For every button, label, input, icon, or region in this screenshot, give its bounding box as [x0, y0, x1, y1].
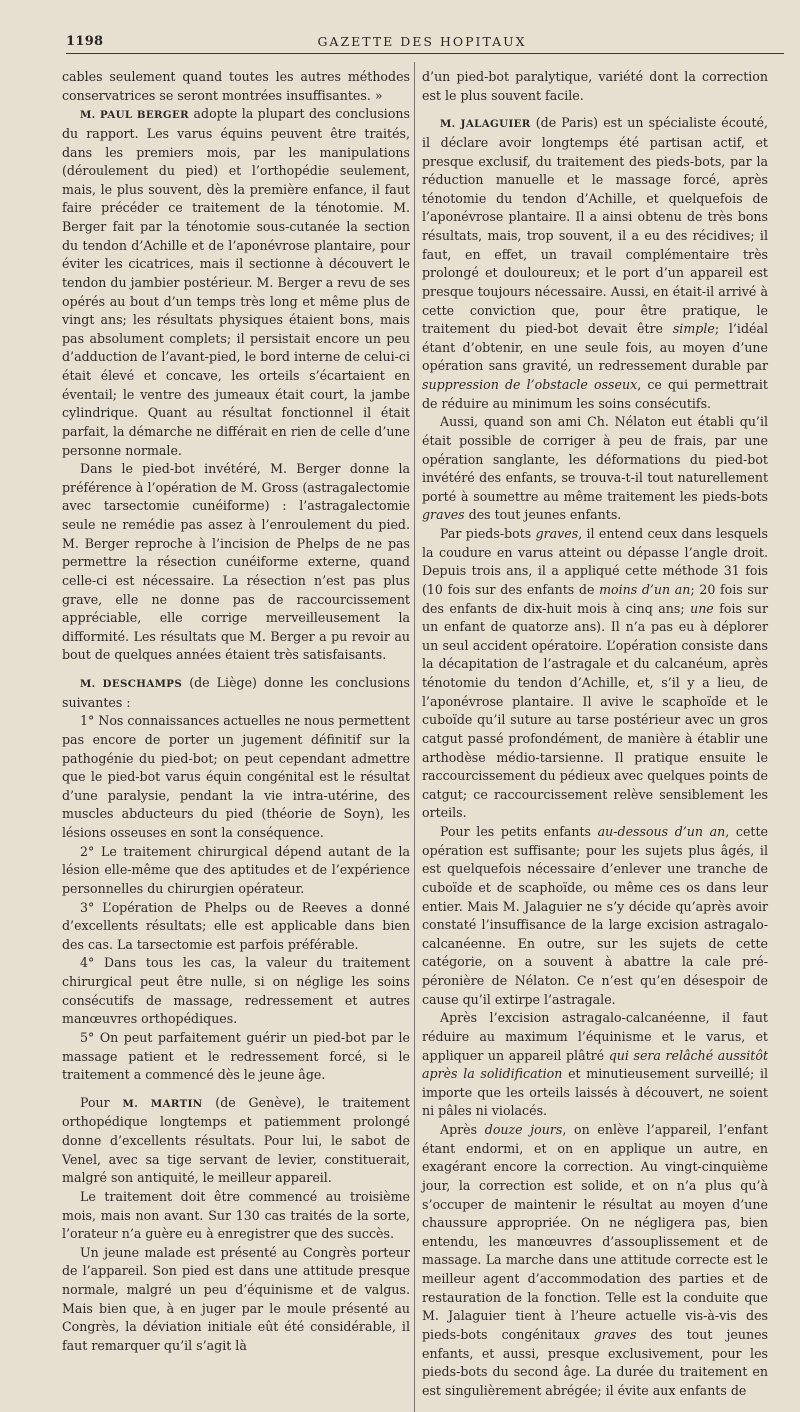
paragraph [62, 68, 410, 105]
emphasis-text: graves [535, 526, 579, 541]
speaker-name: M. JALAGUIER [440, 118, 531, 131]
body-text: Après l’excision astragalo-calcanéenne, il faut réduire au maximum l’équinisme et le varus, et appliquer un appareil plâtré [422, 1010, 768, 1063]
paragraph [422, 1121, 768, 1400]
body-text: Un jeune malade est présenté au Congrès porteur de l’appareil. Son pied est dans une attitude presque normale, malgré un peu d’équinisme et de valgus. Mais bien que, à en juger par le moule présenté au Congrès, la déviation initiale eût été considérable, il faut remarquer qu’il s’agit là [62, 1244, 410, 1353]
emphasis-text: une [690, 600, 714, 616]
paragraph [62, 105, 410, 460]
paragraph [422, 1009, 768, 1121]
emphasis-text: graves [593, 1326, 637, 1342]
body-text: Aussi, quand son ami Ch. Nélaton eut établi qu’il était possible de corriger à peu de frais, par une opération sanglante, les déformations du pied-bot invétéré des enfants, se trouva-t-il tout naturellement porté à soumettre au même traitement les pieds-bots [422, 414, 768, 504]
body-text: ; l’idéal étant d’obtenir, en une seule fois, au moyen d’une opération sans gravité, un redressement durable par [422, 321, 768, 374]
body-text: Dans le pied-bot invétéré, M. Berger donne la préférence à l’opération de M. Gross (astragalectomie avec tarsectomie cunéiforme) : l’astragalectomie seule ne remédie pas assez à l’enroulement du pied. M. Berger reproche à l’incision de Phelps de ne pas permettre la résection cunéiforme externe, quand celle-ci est nécessaire. La résection n’est pas plus grave, elle ne donne pas de raccourcissement appréciable, elle corrige merveilleusement la difformité. Les résultats que M. Berger a pu revoir au bout de quelques années étaient très satisfaisants. [62, 461, 410, 663]
paragraph [62, 899, 410, 955]
paragraph [62, 674, 410, 712]
paragraph [62, 1244, 410, 1356]
body-text: , cette opération est suffisante; pour les sujets plus âgés, il est quelquefois nécessaire d’enlever une tranche de cuboïde et de scaphoïde, ou même ces os dans leur entier. Mais M. Jalaguier ne s’y décide qu’après avoir constaté l’insuffisance de la large excision astragalo-calcanéenne. En outre, sur les sujets de cette catégorie, on a souvent à abattre la cale pré-péronière de Nélaton. Ce n’est qu’en désespoir de cause qu’il extirpe l’astragale. [422, 824, 768, 1007]
body-text: , on enlève l’appareil, l’enfant étant endormi, et on en applique un autre, en exagérant encore la correction. Au vingt-cinquième jour, la correction est solide, et on n’a plus qu’à s’occuper de maintenir le résultat au moyen d’une chaussure appropriée. On ne négligera pas, bien entendu, les manœuvres d’assouplissement et de massage. La marche dans une attitude correcte est le meilleur agent d’accommodation des parties et de restauration de la fonction. Telle est la conduite que M. Jalaguier tient à l’heure actuelle vis-à-vis des pieds-bots congénitaux [422, 1122, 768, 1342]
speaker-name: M. PAUL BERGER [80, 109, 190, 122]
body-text: et minutieusement surveillé; il importe que les orteils laissés à découvert, ne soient ni pâles ni violacés. [422, 1066, 768, 1119]
page-number: 1198 [66, 34, 104, 49]
body-text: d’un pied-bot paralytique, variété dont la correction est le plus souvent facile. [422, 69, 768, 103]
body-text: Le traitement doit être commencé au troisième mois, mais non avant. Sur 130 cas traités de la sorte, l’orateur n’a guère eu à enregistrer que des succès. [62, 1188, 410, 1242]
speaker-name: M. MARTIN [122, 1097, 203, 1110]
paragraph [62, 712, 410, 842]
emphasis-text: graves [422, 507, 465, 523]
paragraph [62, 954, 410, 1029]
paragraph [62, 1188, 410, 1244]
paragraph: Pour M. MARTIN (de Genève), le traitement orthopédique longtemps et patiemment prolongé donne d’excellents résultats. Pour lui, le sabot de Venel, avec sa tige servant de levier, constituerait, malgré son antiquité, le meilleur appareil. [62, 1094, 410, 1186]
emphasis-text: qui sera relâché aussitôt après la solidification [422, 1047, 769, 1082]
body-text: adopte la plupart des conclusions du rapport. Les varus équins peuvent être traités, dans les premiers mois, par les manipulations (déroulement du pied) et l’orthopédie seulement, mais, le plus souvent, dès la première enfance, il faut faire précéder ce traitement de la ténotomie. M. Berger fait par la ténotomie sous-cutanée la section du tendon d’Achille et de l’aponévrose plantaire, pour éviter les cicatrices, mais il sectionne à découvert le tendon du jambier postérieur. M. Berger a revu de ses opérés au bout d’un temps très long et même plus de vingt ans; les résultats physiques étaient bons, mais pas absolument complets; il persistait encore un peu d’adduction de l’avant-pied, le bord interne de celui-ci était élevé et concave, les orteils s’écartaient en éventail; le ventre des jumeaux était court, la jambe cylindrique. Quant au résultat fonctionnel il était parfait, la démarche ne différait en rien de celle d’une personne normale. [62, 106, 410, 458]
right-column [422, 68, 768, 1400]
left-column [62, 68, 410, 1356]
paragraph [422, 114, 768, 413]
body-text: 1° Nos connaissances actuelles ne nous permettent pas encore de porter un jugement définitif sur la pathogénie du pied-bot; on peut cependant admettre que le pied-bot varus équin congénital est le résultat d’une paralysie, pendant la vie intra-utérine, des muscles abducteurs du pied (théorie de Soyn), les lésions osseuses en sont la conséquence. [62, 713, 410, 840]
paragraph [62, 843, 410, 899]
emphasis-text: moins d’un an [599, 581, 691, 597]
body-text: , ce qui permettrait de réduire au minimum les soins consécutifs. [422, 377, 768, 411]
emphasis-text: suppression de l’obstacle osseux [422, 377, 638, 392]
body-text: , il entend ceux dans lesquels la coudure en varus atteint ou dépasse l’angle droit. Depuis trois ans, il a appliqué cette méthode 31 fois (10 fois sur des enfants de [422, 526, 768, 597]
body-text: 3° L’opération de Phelps ou de Reeves a donné d’excellents résultats; elle est applicable dans bien des cas. La tarsectomie est parfois préférable. [62, 899, 410, 952]
body-text: des tout jeunes enfants. [464, 507, 622, 523]
emphasis-text: simple [672, 321, 715, 337]
journal-title: GAZETTE DES HOPITAUX [317, 34, 527, 49]
paragraph [62, 1029, 410, 1085]
body-text: 5° On peut parfaitement guérir un pied-bot par le massage patient et le redressement forcé, si le traitement a commencé dès le jeune âge. [62, 1029, 410, 1083]
body-text: fois sur un enfant de quatorze ans). Il n’a pas eu à déplorer un seul accident opératoire. L’opération consiste dans la décapitation de l’astragale et du calcanéum, après ténotomie du tendon d’Achille, et, s’il y a lieu, de l’aponévrose plantaire. Il avive le scaphoïde et le cuboïde qu’il suture au tarse postérieur avec un gros catgut passé profondément, de manière à établir une arthodèse médio-tarsienne. Il pratique ensuite le raccourcissement du pédieux avec quelques points de catgut; ce raccourcissement relève sensiblement les orteils. [422, 600, 768, 821]
paragraph [62, 460, 410, 665]
body-text: cables seulement quand toutes les autres méthodes conservatrices se seront montrées insuffisantes. » [62, 69, 410, 103]
paragraph [422, 68, 768, 105]
body-text: des tout jeunes enfants, et aussi, presque exclusivement, pour les pieds-bots du second âge. La durée du traitement en est singulièrement abrégée; il évite aux enfants de [422, 1326, 768, 1398]
speaker-name: M. DESCHAMPS [80, 678, 183, 690]
body-text: (de Paris) est un spécialiste écouté, il déclare avoir longtemps été partisan actif, et presque exclusif, du traitement des pieds-bots, par la réduction manuelle et le massage forcé, après ténotomie du tendon d’Achille, et quelquefois de l’aponévrose plantaire. Il a ainsi obtenu de très bons résultats, mais, trop souvent, il a eu des récidives; il faut, en effet, un travail complémentaire très prolongé et douloureux; et le port d’un appareil est presque toujours nécessaire. Aussi, en était-il arrivé à cette conviction que, pour être pratique, le traitement du pied-bot devait être [422, 115, 768, 337]
paragraph [422, 413, 768, 525]
body-text: Après [440, 1122, 485, 1137]
emphasis-text: au-dessous d’un an [597, 824, 726, 839]
paragraph [422, 525, 768, 823]
body-text: (de Genève), le traitement orthopédique longtemps et patiemment prolongé donne d’excellents résultats. Pour lui, le sabot de Venel, avec sa tige servant de levier, constituerait, malgré son antiquité, le meilleur appareil. [62, 1094, 410, 1186]
body-text: Par pieds-bots [440, 526, 536, 541]
header-rule [66, 53, 784, 54]
body-text: Pour les petits enfants [440, 824, 598, 839]
paragraph [422, 823, 768, 1009]
body-text: (de Liège) donne les conclusions suivantes : [62, 675, 410, 710]
emphasis-text: douze jours [484, 1122, 563, 1137]
body-text: 4° Dans tous les cas, la valeur du traitement chirurgical peut être nulle, si on néglige les soins consécutifs de massage, redressement et autres manœuvres orthopédiques. [62, 955, 410, 1027]
body-text: 2° Le traitement chirurgical dépend autant de la lésion elle-même que des aptitudes et de l’expérience personnelles du chirurgien opérateur. [62, 843, 410, 896]
body-text: ; 20 fois sur des enfants de dix-huit mois à cinq ans; [422, 581, 769, 616]
